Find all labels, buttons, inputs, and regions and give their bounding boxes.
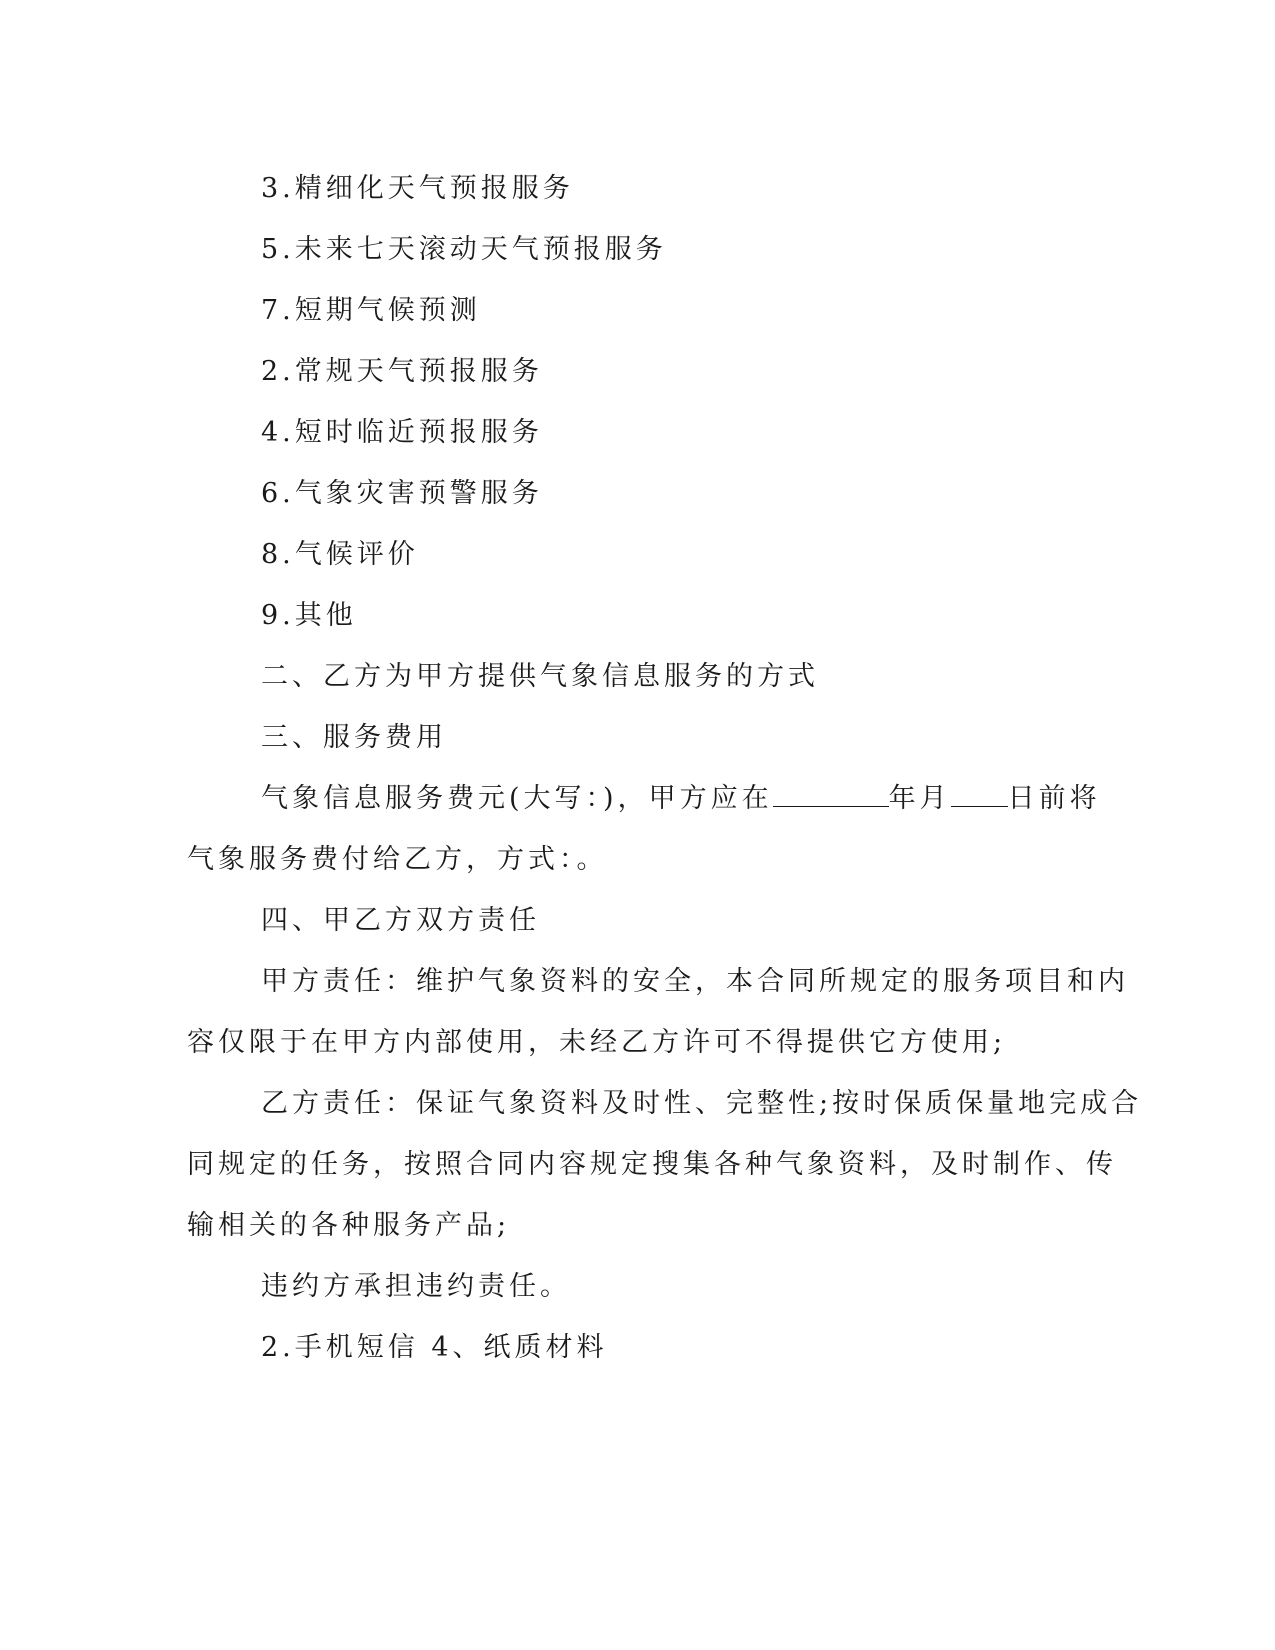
fee-paragraph-line-1 xyxy=(187,768,1101,829)
fee-text-part-2: 年月 xyxy=(888,783,951,814)
blank-day-field xyxy=(951,784,1008,807)
service-item: 4.短时临近预报服务 xyxy=(261,417,543,448)
document-body xyxy=(187,158,1143,1378)
section-heading-service-method: 二、乙方为甲方提供气象信息服务的方式 xyxy=(261,661,819,692)
section-heading-service-fee: 三、服务费用 xyxy=(261,722,447,753)
party-b-responsibility-line-2: 同规定的任务，按照合同内容规定搜集各种气象资料，及时制作、传 xyxy=(187,1149,1117,1180)
party-b-responsibility-line-1: 乙方责任：保证气象资料及时性、完整性;按时保质保量地完成合 xyxy=(261,1088,1143,1119)
party-b-responsibility-line-3: 输相关的各种服务产品; xyxy=(187,1210,511,1241)
breach-clause: 违约方承担违约责任。 xyxy=(261,1271,571,1302)
service-item: 9.其他 xyxy=(261,600,357,631)
service-item: 2.常规天气预报服务 xyxy=(261,356,543,387)
party-a-responsibility-line-2: 容仅限于在甲方内部使用，未经乙方许可不得提供它方使用; xyxy=(187,1027,1007,1058)
section-heading-responsibilities: 四、甲乙方双方责任 xyxy=(261,905,540,936)
party-a-responsibility-line-1: 甲方责任：维护气象资料的安全，本合同所规定的服务项目和内 xyxy=(261,966,1129,997)
service-item: 3.精细化天气预报服务 xyxy=(261,173,574,204)
fee-paragraph-line-2: 气象服务费付给乙方，方式：。 xyxy=(187,844,608,875)
service-item: 8.气候评价 xyxy=(261,539,419,570)
service-item: 6.气象灾害预警服务 xyxy=(261,478,543,509)
fee-text-part-3: 日前将 xyxy=(1007,783,1101,814)
blank-year-field xyxy=(773,784,889,807)
service-item: 5.未来七天滚动天气预报服务 xyxy=(261,234,667,265)
fee-text-part-1: 气象信息服务费元(大写：)，甲方应在 xyxy=(261,783,773,814)
service-methods-line: 2.手机短信 4、纸质材料 xyxy=(261,1332,608,1363)
service-item: 7.短期气候预测 xyxy=(261,295,481,326)
